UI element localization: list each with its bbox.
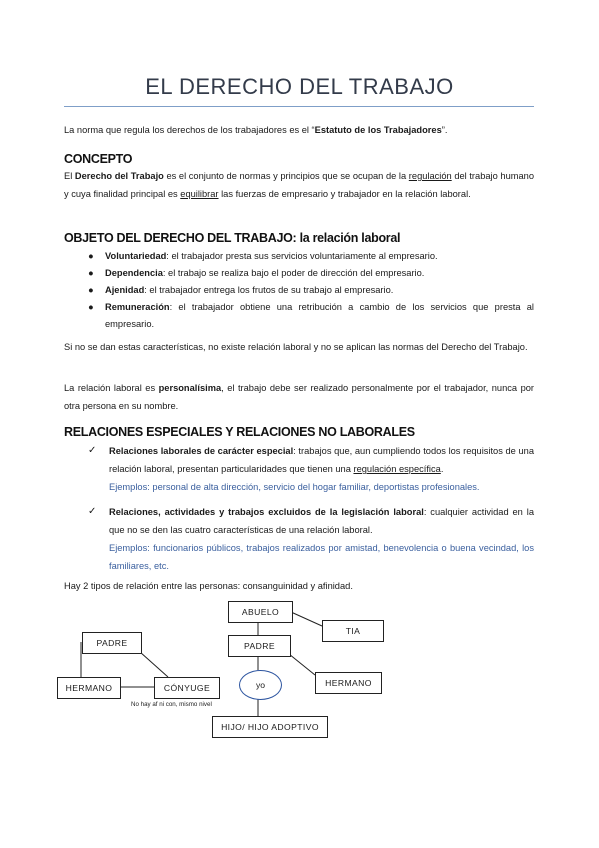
concepto-underline-2: equilibrar xyxy=(180,189,219,199)
item-text: : el trabajador presta sus servicios voluntariamente al empresario. xyxy=(166,251,438,261)
item-term: Ajenidad xyxy=(105,285,145,295)
intro-end: ”. xyxy=(441,125,448,135)
bullet-icon: ● xyxy=(88,302,94,312)
concepto-text-3: del trabajo humano y cuya finalidad principal es xyxy=(64,171,534,199)
intro-text: La norma que regula los derechos de los trabajadores es el “ xyxy=(64,125,315,135)
item-term: Relaciones, actividades y trabajos excluidos de la legislación laboral xyxy=(109,507,424,517)
item-text: : el trabajador entrega los frutos de su trabajo al empresario. xyxy=(144,285,394,295)
diagram-box-hermano-left: HERMANO xyxy=(57,677,121,699)
diagram-box-hermano-right: HERMANO xyxy=(315,672,382,694)
check-icon: ✓ xyxy=(88,506,97,517)
item-text: : el trabajador obtiene una retribución a cambio de los servicios que presta al empresario. xyxy=(105,302,534,329)
page-title: EL DERECHO DEL TRABAJO xyxy=(145,74,454,99)
item-underline: regulación específica xyxy=(353,464,441,474)
item-term: Relaciones laborales de carácter especial xyxy=(109,446,294,456)
diagram-box-hijo: HIJO/ HIJO ADOPTIVO xyxy=(212,716,328,738)
item-example: Ejemplos: personal de alta dirección, servicio del hogar familiar, deportistas profesionales. xyxy=(109,482,480,492)
bullet-icon: ● xyxy=(88,268,94,278)
concepto-text-2: es el conjunto de normas y principios que se ocupan de la xyxy=(163,171,409,181)
diagram-box-padre-left: PADRE xyxy=(82,632,142,654)
diagram-box-conyuge: CÓNYUGE xyxy=(154,677,220,699)
concepto-heading: CONCEPTO xyxy=(64,152,133,166)
objeto-note-1: Si no se dan estas características, no existe relación laboral y no se aplican las normas del Derecho del Trabajo. xyxy=(64,342,528,352)
padre-hermano-right-line xyxy=(289,654,315,675)
item-text: : el trabajo se realiza bajo el poder de dirección del empresario. xyxy=(162,268,425,278)
item-text-end: . xyxy=(440,464,444,474)
diagram-box-padre-right: PADRE xyxy=(228,635,291,657)
diagram-box-abuelo: ABUELO xyxy=(228,601,293,623)
concepto-underline-1: regulación xyxy=(408,171,452,181)
bullet-icon: ● xyxy=(88,285,94,295)
item-term: Dependencia xyxy=(105,268,163,278)
concepto-text-1: El xyxy=(64,171,75,181)
abuelo-tia-line xyxy=(291,612,322,626)
diagram-node-yo: yo xyxy=(239,670,282,700)
relaciones-heading: RELACIONES ESPECIALES Y RELACIONES NO LABORALES xyxy=(64,425,415,439)
intro-bold: Estatuto de los Trabajadores xyxy=(314,125,442,135)
diagram-note: No hay af ni con, mismo nivel xyxy=(131,701,212,708)
item-term: Voluntariedad xyxy=(105,251,167,261)
tipos-paragraph: Hay 2 tipos de relación entre las personas: consanguinidad y afinidad. xyxy=(64,581,353,591)
bullet-icon: ● xyxy=(88,251,94,261)
concepto-bold: Derecho del Trabajo xyxy=(74,171,164,181)
note-bold: personalísima xyxy=(158,383,222,393)
note-text-end: , el trabajo debe ser realizado personalmente por el trabajador, nunca por otra persona en su nombre. xyxy=(64,383,535,411)
padre-conyuge-line xyxy=(140,652,168,677)
item-term: Remuneración xyxy=(105,302,170,312)
check-icon: ✓ xyxy=(88,445,97,456)
concepto-text-4: las fuerzas de empresario y trabajador en la relación laboral. xyxy=(218,189,471,199)
item-example: Ejemplos: funcionarios públicos, trabajos realizados por amistad, benevolencia o buena vecindad, los familiares, etc. xyxy=(109,543,534,571)
item-text: : cualquier actividad en la que no se den las cuatro características de una relación laboral. xyxy=(109,507,534,535)
item-text: : trabajos que, aun cumpliendo todos los requisitos de una relación laboral, presentan particularidades que tienen una xyxy=(109,446,535,474)
objeto-heading: OBJETO DEL DERECHO DEL TRABAJO: la relación laboral xyxy=(64,231,401,245)
note-text: La relación laboral es xyxy=(64,383,159,393)
diagram-box-tia: TIA xyxy=(322,620,384,642)
